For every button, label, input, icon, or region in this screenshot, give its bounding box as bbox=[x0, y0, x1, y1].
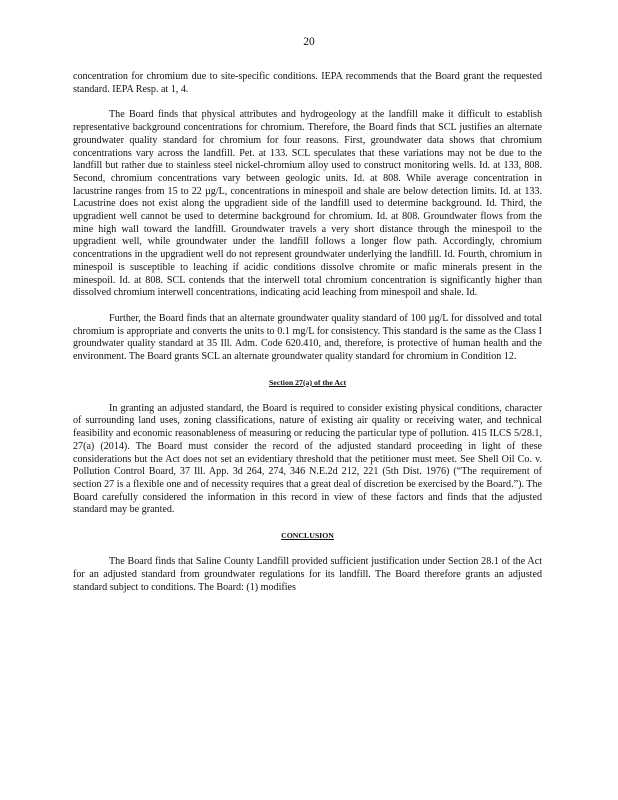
paragraph-iepa-recommendation: concentration for chromium due to site-specific conditions. IEPA recommends that the Board grant the requested standard. IEPA Resp. at 1, 4. bbox=[73, 71, 542, 95]
paragraph-chromium-findings: The Board finds that physical attributes and hydrogeology at the landfill make it difficult to establish representative background concentrations for chromium. Therefore, the Board finds that SCL justifies an alternate groundwater quality standard for chromium for four reasons. First, groundwater data shows that chromium concentrations vary across the landfill. Pet. at 133. SCL speculates that these variations may not be due to the landfill but rather due to stainless steel nickel-chromium alloy used to construct monitoring wells. Id. at 133, 808. Second, chromium concentrations vary between geologic units. Id. at 808. While average concentration in lacustrine ranges from 15 to 22 µg/L, concentrations in minespoil and shale are below detection limits. Id. at 133. Lacustrine does not exist along the upgradient side of the landfill used to determine background. Id. Third, the upgradient well cannot be used to determine background for chromium. Id. at 808. Groundwater flows from the mine high wall toward the landfill. Groundwater travels a very short distance through the minespoil to the upgradient well, while groundwater under the landfill follows a longer flow path. Accordingly, chromium concentrations in the upgradient well do not represent groundwater underlying the landfill. Id. Fourth, chromium in minespoil is susceptible to leaching if acidic conditions dissolve chromite or mafic minerals present in the minespoil. Id. at 808. SCL contends that the interwell total chromium concentration is significantly higher than dissolved chromium interwell concentrations, indicating acid leaching from minespoil and shale. Id. bbox=[73, 109, 542, 299]
paragraph-conclusion: The Board finds that Saline County Landfill provided sufficient justification under Section 28.1 of the Act for an adjusted standard from groundwater regulations for its landfill. The Board therefore grants an adjusted standard subject to conditions. The Board: (1) modifies bbox=[73, 556, 542, 593]
heading-section-27a-text: Section 27(a) of the Act bbox=[268, 377, 347, 387]
heading-section-27a bbox=[73, 377, 542, 389]
paragraph-section-27a: In granting an adjusted standard, the Board is required to consider existing physical conditions, character of surrounding land uses, zoning classifications, nature of existing air quality or receiving water, and technical feasibility and economic reasonableness of measuring or reducing the particular type of pollution. 415 ILCS 5/28.1, 27(a) (2014). The Board must consider the record of the adjusted standard proceeding in light of these considerations but the Act does not set an evidentiary threshold that the petitioner must meet. See Shell Oil Co. v. Pollution Control Board, 37 Ill. App. 3d 264, 274, 346 N.E.2d 212, 221 (5th Dist. 1976) (“The requirement of section 27 is a flexible one and of necessity requires that a great deal of discretion be exercised by the Board.”). The Board carefully considered the information in this record in view of these factors and finds that the adjusted standard may be granted. bbox=[73, 402, 542, 516]
document-body bbox=[73, 71, 542, 607]
heading-conclusion-text: CONCLUSION bbox=[281, 531, 334, 541]
paragraph-alternate-standard: Further, the Board finds that an alternate groundwater quality standard of 100 µg/L for dissolved and total chromium is appropriate and converts the units to 0.1 mg/L for consistency. This standard is the same as the Class I groundwater quality standard at 35 Ill. Adm. Code 620.410, and, therefore, is protective of human health and the environment. The Board grants SCL an alternate groundwater quality standard for chromium in Condition 12. bbox=[73, 312, 542, 363]
heading-conclusion bbox=[73, 530, 542, 542]
page-number: 20 bbox=[303, 36, 315, 48]
